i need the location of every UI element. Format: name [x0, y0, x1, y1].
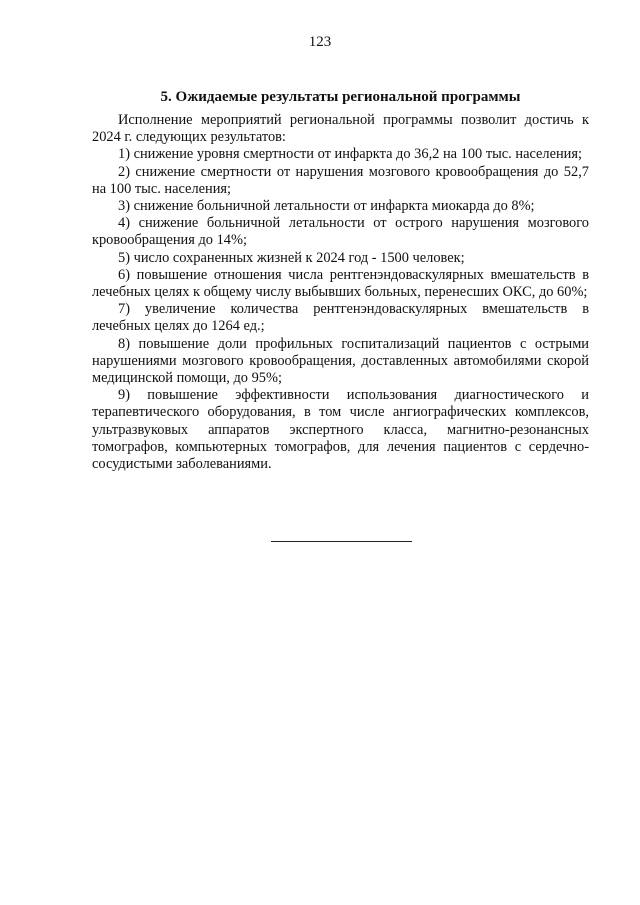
result-item-4: 4) снижение больничной летальности от острого нарушения мозгового кровообращения до 14%;	[92, 215, 589, 249]
intro-paragraph: Исполнение мероприятий региональной программы позволит достичь к 2024 г. следующих результатов:	[92, 112, 589, 146]
section-title: 5. Ожидаемые результаты региональной программы	[160, 89, 521, 105]
result-item-3: 3) снижение больничной летальности от инфаркта миокарда до 8%;	[118, 198, 535, 215]
result-item-2: 2) снижение смертности от нарушения мозгового кровообращения до 52,7 на 100 тыс. населения;	[92, 163, 589, 197]
result-item-6: 6) повышение отношения числа рентгенэндоваскулярных вмешательств в лечебных целях к общему числу выбывших больных, перенесших ОКС, до 60%;	[92, 266, 589, 301]
result-item-5: 5) число сохраненных жизней к 2024 год - 1500 человек;	[118, 249, 465, 266]
result-item-9: 9) повышение эффективности использования диагностического и терапевтического оборудования, в том числе ангиографических комплексов, ультразвуковых аппаратов экспертного класса, магнитно-резонансных томографов, компьютерных томографов, для лечения пациентов с сердечно-сосудистыми заболеваниями.	[92, 387, 589, 473]
end-divider	[271, 541, 412, 542]
result-item-8: 8) повышение доли профильных госпитализаций пациентов с острыми нарушениями мозгового кровообращения, доставленных автомобилями скорой медицинской помощи, до 95%;	[92, 335, 589, 387]
page-number: 123	[308, 34, 332, 50]
result-item-1: 1) снижение уровня смертности от инфаркта до 36,2 на 100 тыс. населения;	[118, 146, 582, 163]
section-body	[92, 112, 589, 473]
result-item-7: 7) увеличение количества рентгенэндоваскулярных вмешательств в лечебных целях до 1264 ед.;	[92, 301, 589, 335]
